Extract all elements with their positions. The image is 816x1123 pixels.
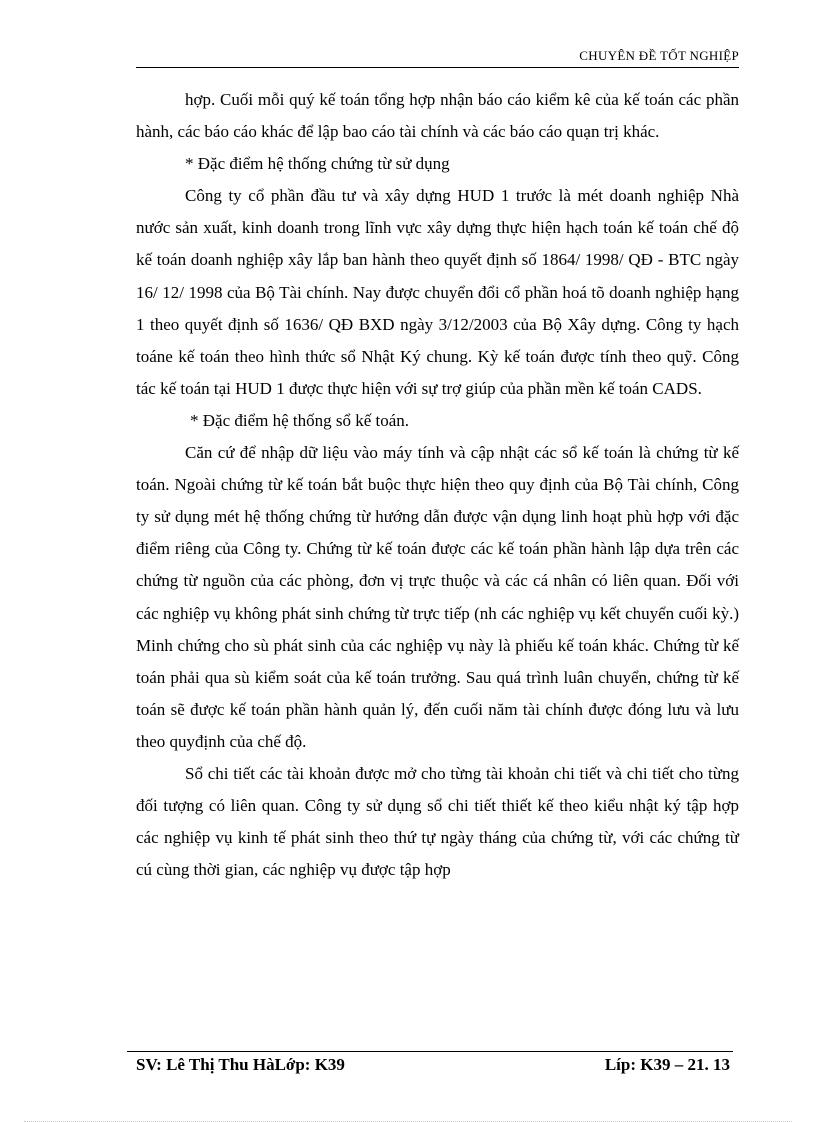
paragraph-company-accounting: Công ty cổ phần đầu tư và xây dựng HUD 1 trước là mét doanh nghiệp Nhà nước sản xuất, kinh doanh trong lĩnh vực xây dựng thực hiện hạch toán kế toán chế độ kế toán doanh nghiệp xây lắp ban hành theo quyết định số 1864/ 1998/ QĐ - BTC ngày 16/ 12/ 1998 của Bộ Tài chính. Nay được chuyển đổi cổ phần hoá tõ doanh nghiệp hạng 1 theo quyết định số 1636/ QĐ BXD ngày 3/12/2003 của Bộ Xây dựng. Công ty hạch toáne kế toán theo hình thức sổ Nhật Ký chung. Kỳ kế toán được tính theo quỹ. Công tác kế toán tại HUD 1 được thực hiện với sự trợ giúp của phần mền kế toán CADS. (136, 186, 739, 398)
footer-class-info: Líp: K39 – 21. 13 (604, 1055, 730, 1074)
paragraph-detail-ledgers: Sổ chi tiết các tài khoản được mở cho từng tài khoản chi tiết và chi tiết cho từng đối tượng có liên quan. Công ty sử dụng sổ chi tiết thiết kế theo kiểu nhật ký tập hợp các nghiệp vụ kinh tế phát sinh theo thứ tự ngày tháng của chứng từ, với các chứng từ cú cùng thời gian, các nghiệp vụ được tập hợp (136, 763, 739, 880)
header-rule (136, 67, 739, 68)
paragraph-continuation: hợp. Cuối mỗi quý kế toán tổng hợp nhận báo cáo kiểm kê của kế toán các phần hành, các báo cáo khác để lập bao cáo tài chính và các báo cáo quạn trị khác. (136, 90, 739, 142)
running-header: CHUYÊN ĐỀ TỐT NGHIỆP (579, 48, 739, 63)
page-boundary (24, 1121, 792, 1122)
document-body (136, 84, 739, 886)
footer-student-info: SV: Lê Thị Thu HàLớp: K39 (136, 1055, 345, 1074)
paragraph-data-entry: Căn cứ để nhập dữ liệu vào máy tính và cập nhật các sổ kế toán là chứng từ kế toán. Ngoài chứng từ kế toán bắt buộc thực hiện theo quy định của Bộ Tài chính, Công ty sử dụng mét hệ thống chứng từ hướng dẫn được vận dụng linh hoạt phù hợp với đặc điểm riêng của Công ty. Chứng từ kế toán được các kế toán phần hành lập dựa trên các chứng từ nguồn của các phòng, đơn vị trực thuộc và các cá nhân có liên quan. Đối với các nghiệp vụ không phát sinh chứng từ trực tiếp (nh các nghiệp vụ kết chuyển cuối kỳ.) Minh chứng cho sù phát sinh của các nghiệp vụ này là phiếu kế toán khác. Chứng từ kế toán phải qua sù kiểm soát của kế toán trưởng. Sau quá trình luân chuyển, chứng từ kế toán sẽ được kế toán phần hành quản lý, đến cuối năm tài chính được đóng lưu và lưu theo quyđịnh của chế độ. (136, 443, 739, 751)
section-heading-ledgers: * Đặc điểm hệ thống sổ kế toán. (190, 410, 410, 430)
footer-rule (127, 1051, 733, 1052)
section-heading-vouchers: * Đặc điểm hệ thống chứng từ sử dụng (185, 154, 450, 174)
